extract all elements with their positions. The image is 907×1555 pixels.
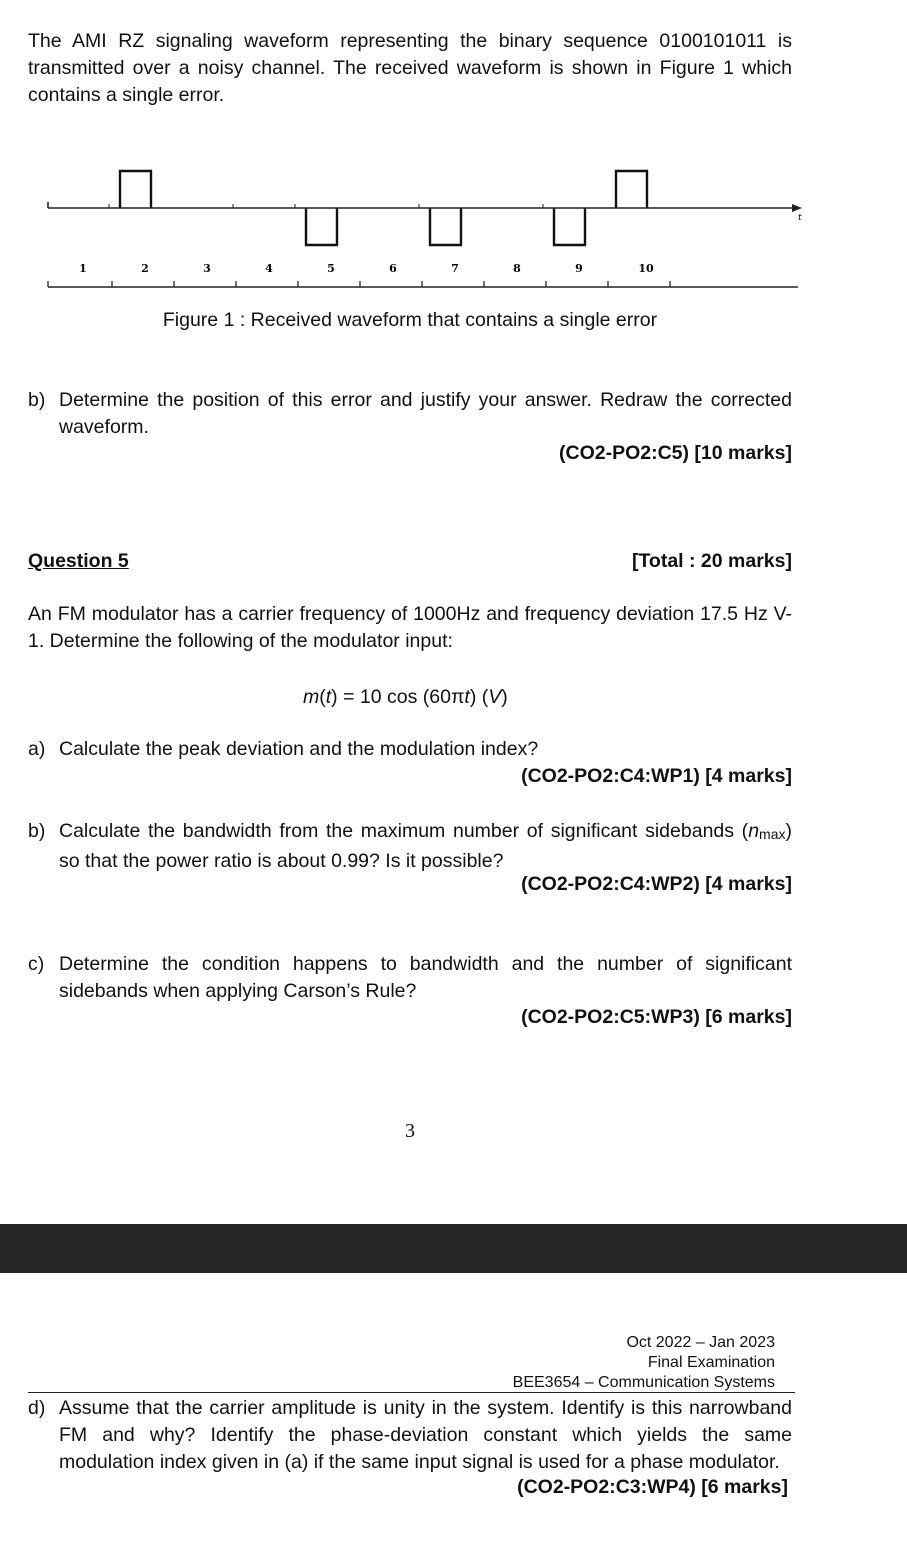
- bit-label-7: 7: [451, 262, 459, 275]
- bit-label-4: 4: [265, 262, 273, 275]
- time-axis-arrow: [792, 204, 802, 212]
- q5c-marks: (CO2-PO2:C5:WP3) [6 marks]: [521, 1006, 792, 1028]
- part-b-marks: (CO2-PO2:C5) [10 marks]: [559, 442, 792, 464]
- bit-label-8: 8: [513, 262, 521, 275]
- part-b-waveform-question: [28, 387, 792, 441]
- q5c-text: Determine the condition happens to bandwidth and the number of significant sidebands when applying Carson’s Rule?: [59, 953, 792, 1002]
- time-axis-label: t: [798, 213, 802, 223]
- q5b-max: max: [759, 826, 786, 842]
- q5d-text: Assume that the carrier amplitude is unity in the system. Identify is this narrowband FM and why? Identify the phase-deviation constant which yields the same modulation index given in (a) if the same input signal is used for a phase modulator.: [59, 1397, 792, 1473]
- q5b-text-1: Calculate the bandwidth from the maximum number of significant sidebands (: [59, 820, 749, 842]
- question-5d: [28, 1395, 792, 1476]
- header-rule: [28, 1392, 795, 1393]
- q5b-text-2: ) so that the power ratio is about 0.99? Is it possible?: [59, 820, 792, 872]
- q5b-n: n: [748, 820, 760, 842]
- bit-label-2: 2: [141, 262, 149, 275]
- page-break-band: [0, 1224, 907, 1273]
- bit-position-labels: [79, 262, 654, 275]
- q5d-marks: (CO2-PO2:C3:WP4) [6 marks]: [517, 1476, 788, 1498]
- q5a-label: a): [28, 738, 46, 760]
- question-5-total: [Total : 20 marks]: [631, 550, 792, 572]
- pulse-bit-5: [306, 208, 337, 245]
- question-5-title: Question 5: [28, 550, 129, 572]
- q5b-marks: (CO2-PO2:C4:WP2) [4 marks]: [521, 873, 792, 895]
- q5b-text: [59, 818, 792, 875]
- intro-paragraph: The AMI RZ signaling waveform representing the binary sequence 0100101011 is transmitted over a noisy channel. The received waveform is shown in Figure 1 which contains a single error.: [28, 30, 792, 106]
- eq-end1: ) (: [469, 686, 489, 708]
- bit-label-9: 9: [575, 262, 583, 275]
- pulse-bit-10: [616, 171, 647, 208]
- pulse-bit-2: [120, 171, 151, 208]
- eq-mid: ) = 10 cos (60π: [331, 686, 465, 708]
- q5b-label: b): [28, 820, 46, 842]
- figure-caption: Figure 1 : Received waveform that contains a single error: [162, 309, 658, 331]
- bit-label-5: 5: [327, 262, 335, 275]
- page-number: 3: [405, 1120, 415, 1142]
- figure-1-waveform: [40, 150, 810, 300]
- header-session: Oct 2022 – Jan 2023: [626, 1334, 775, 1351]
- equation-m-of-t: m(t) = 10 cos (60πt) (V): [303, 686, 508, 708]
- q5c-label: c): [28, 953, 45, 975]
- header-course: BEE3654 – Communication Systems: [512, 1374, 775, 1391]
- eq-v: V: [488, 686, 502, 708]
- q5a-text: Calculate the peak deviation and the modulation index?: [59, 738, 539, 760]
- bit-label-6: 6: [389, 262, 397, 275]
- eq-end2: ): [501, 686, 508, 708]
- part-b-label: b): [28, 389, 46, 411]
- question-5c: [28, 951, 792, 1005]
- eq-t: t: [325, 686, 332, 708]
- q5a-marks: (CO2-PO2:C4:WP1) [4 marks]: [521, 765, 792, 787]
- bit-label-10: 10: [638, 262, 654, 275]
- waveform-time-axis: [48, 202, 802, 223]
- question-5a: [28, 736, 792, 763]
- q5d-label: d): [28, 1397, 46, 1419]
- bit-scale-line: [48, 281, 798, 287]
- bit-label-1: 1: [79, 262, 87, 275]
- bit-label-3: 3: [203, 262, 211, 275]
- eq-m: m: [303, 686, 320, 708]
- pulse-bit-7: [430, 208, 461, 245]
- question-5b: [28, 818, 792, 875]
- pulse-bit-9: [554, 208, 585, 245]
- question-5-stem: An FM modulator has a carrier frequency of 1000Hz and frequency deviation 17.5 Hz V-1. Determine the following of the modulator input:: [28, 603, 792, 652]
- part-b-text: Determine the position of this error and justify your answer. Redraw the corrected waveform.: [59, 389, 792, 438]
- eq-t2: t: [464, 686, 470, 708]
- header-exam-type: Final Examination: [647, 1354, 775, 1371]
